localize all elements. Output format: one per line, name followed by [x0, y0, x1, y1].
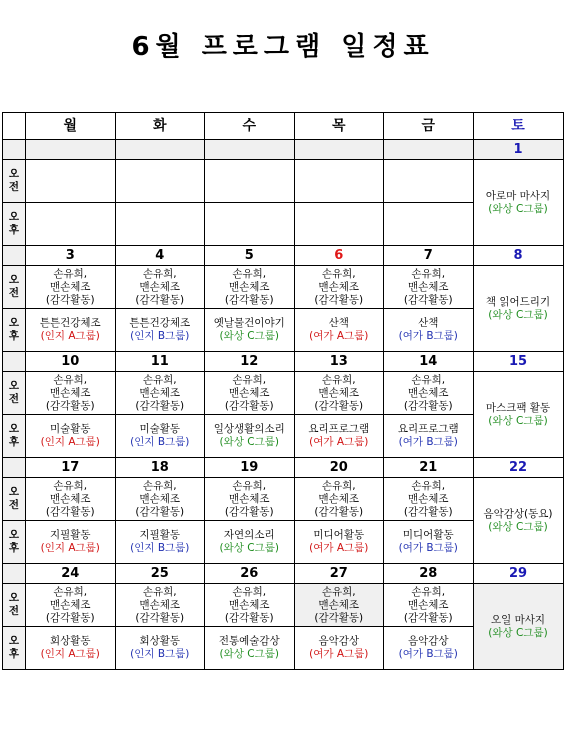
activity-line: 옛날물건이야기 [213, 317, 285, 329]
am-label-char: 전 [8, 181, 20, 193]
date-cell: 26 [205, 564, 295, 584]
date-cell [205, 140, 295, 160]
activity-line: 일상생활의소리 [213, 423, 285, 435]
activity-line: (여가 B그룹) [398, 330, 458, 342]
date-cell: 12 [205, 352, 295, 372]
am-label-char: 전 [8, 287, 20, 299]
activity-line: (감각활동) [224, 399, 274, 412]
date-cell: 17 [26, 458, 116, 478]
activity-line: 지필활동 [139, 529, 181, 541]
date-cell: 29 [473, 564, 563, 584]
date-cell: 27 [294, 564, 384, 584]
weekday-thu: 목 [294, 113, 384, 140]
am-label-char: 오 [8, 380, 20, 392]
activity-line: 맨손체조 [407, 598, 449, 611]
date-row [3, 352, 564, 372]
date-row [3, 564, 564, 584]
activity-cell [294, 415, 384, 458]
activity-line: (인지 A그룹) [40, 330, 100, 342]
activity-line: (여가 B그룹) [398, 542, 458, 554]
activity-line: 맨손체조 [139, 386, 181, 399]
date-cell: 1 [473, 140, 563, 160]
activity-line: 미술활동 [139, 423, 181, 435]
weekday-sat: 토 [473, 113, 563, 140]
am-label-char: 오 [8, 592, 20, 604]
activity-line: 맨손체조 [318, 280, 360, 293]
activity-line: 손유희, [321, 373, 356, 386]
saturday-activity-line: 마스크팩 활동 [485, 401, 551, 414]
date-cell: 11 [115, 352, 205, 372]
am-row [3, 372, 564, 415]
activity-cell [384, 478, 474, 521]
activity-line: 맨손체조 [228, 280, 270, 293]
activity-cell [384, 160, 474, 203]
date-cell: 7 [384, 246, 474, 266]
activity-cell [205, 521, 295, 564]
am-row [3, 584, 564, 627]
pm-label [3, 627, 26, 670]
activity-line: (여가 A그룹) [309, 436, 369, 448]
activity-line: (감각활동) [403, 293, 453, 306]
activity-line: 맨손체조 [139, 280, 181, 293]
am-label-char: 오 [8, 274, 20, 286]
activity-line: 맨손체조 [407, 386, 449, 399]
activity-line: (감각활동) [314, 399, 364, 412]
activity-cell [384, 309, 474, 352]
activity-line: 음악감상 [407, 635, 449, 647]
activity-line: 맨손체조 [49, 280, 91, 293]
date-cell: 19 [205, 458, 295, 478]
activity-cell [115, 478, 205, 521]
activity-line: (여가 B그룹) [398, 436, 458, 448]
saturday-activity-cell [473, 266, 563, 352]
saturday-activity-line: (와상 C그룹) [488, 308, 548, 321]
activity-line: 손유희, [53, 373, 88, 386]
activity-cell [205, 478, 295, 521]
date-cell: 21 [384, 458, 474, 478]
activity-line: 손유희, [411, 585, 446, 598]
am-row [3, 478, 564, 521]
activity-line: 손유희, [53, 585, 88, 598]
activity-cell [115, 203, 205, 246]
date-cell: 18 [115, 458, 205, 478]
activity-cell [26, 203, 116, 246]
pm-label [3, 415, 26, 458]
activity-line: 맨손체조 [49, 386, 91, 399]
activity-cell [205, 627, 295, 670]
activity-line: (여가 A그룹) [309, 330, 369, 342]
weekday-header-row [3, 113, 564, 140]
date-row-corner [3, 564, 26, 584]
activity-cell [384, 415, 474, 458]
date-cell: 5 [205, 246, 295, 266]
weekday-fri: 금 [384, 113, 474, 140]
am-label [3, 478, 26, 521]
activity-line: 맨손체조 [407, 280, 449, 293]
date-row [3, 140, 564, 160]
activity-cell [294, 584, 384, 627]
activity-line: 미디어활동 [402, 529, 454, 541]
activity-line: (여가 A그룹) [309, 648, 369, 660]
activity-line: 맨손체조 [139, 492, 181, 505]
activity-line: (인지 A그룹) [40, 436, 100, 448]
date-cell [294, 140, 384, 160]
date-cell: 28 [384, 564, 474, 584]
activity-line: 음악감상 [318, 635, 360, 647]
date-cell: 4 [115, 246, 205, 266]
activity-cell [384, 627, 474, 670]
date-row [3, 458, 564, 478]
activity-line: (와상 C그룹) [219, 330, 279, 342]
saturday-activity-cell [473, 372, 563, 458]
activity-cell [26, 584, 116, 627]
activity-line: 손유희, [142, 267, 177, 280]
pm-label [3, 521, 26, 564]
activity-line: 요리프로그램 [397, 423, 459, 435]
activity-cell [26, 627, 116, 670]
activity-line: (인지 B그룹) [130, 436, 190, 448]
date-cell: 22 [473, 458, 563, 478]
schedule-table [2, 112, 564, 670]
activity-cell [294, 478, 384, 521]
activity-line: 손유희, [232, 373, 267, 386]
activity-cell [115, 372, 205, 415]
date-cell: 15 [473, 352, 563, 372]
pm-label-char: 오 [8, 317, 20, 329]
activity-line: (와상 C그룹) [219, 436, 279, 448]
activity-line: 손유희, [142, 479, 177, 492]
activity-cell [384, 584, 474, 627]
activity-line: (감각활동) [403, 505, 453, 518]
saturday-activity-line: 오일 마사지 [490, 613, 546, 626]
saturday-activity-line: (와상 C그룹) [488, 202, 548, 215]
activity-cell [205, 584, 295, 627]
activity-line: (감각활동) [45, 399, 95, 412]
activity-line: 산책 [328, 317, 349, 329]
activity-line: (감각활동) [135, 293, 185, 306]
activity-line: (감각활동) [45, 611, 95, 624]
activity-cell [115, 584, 205, 627]
activity-line: 손유희, [321, 585, 356, 598]
activity-cell [205, 309, 295, 352]
activity-cell [115, 160, 205, 203]
date-cell: 24 [26, 564, 116, 584]
am-label-char: 오 [8, 168, 20, 180]
activity-line: (감각활동) [314, 505, 364, 518]
activity-cell [294, 521, 384, 564]
activity-line: 산책 [418, 317, 439, 329]
activity-line: 전통예술감상 [218, 635, 280, 647]
activity-line: 요리프로그램 [308, 423, 370, 435]
date-cell: 13 [294, 352, 384, 372]
activity-cell [384, 521, 474, 564]
activity-cell [115, 309, 205, 352]
activity-cell [115, 266, 205, 309]
activity-line: 맨손체조 [228, 492, 270, 505]
activity-line: 튼튼건강체조 [129, 317, 191, 329]
activity-cell [205, 266, 295, 309]
activity-line: 손유희, [411, 479, 446, 492]
activity-line: 손유희, [142, 585, 177, 598]
activity-cell [294, 309, 384, 352]
activity-line: (감각활동) [314, 293, 364, 306]
weekday-wed: 수 [205, 113, 295, 140]
date-cell [115, 140, 205, 160]
activity-line: (감각활동) [135, 399, 185, 412]
pm-label-char: 오 [8, 211, 20, 223]
activity-cell [26, 372, 116, 415]
am-label [3, 160, 26, 203]
activity-line: (감각활동) [135, 611, 185, 624]
activity-line: 회상활동 [139, 635, 181, 647]
saturday-activity-line: 아로마 마사지 [485, 189, 551, 202]
saturday-activity-line: 책 읽어드리기 [485, 295, 551, 308]
am-label-char: 전 [8, 605, 20, 617]
activity-cell [115, 415, 205, 458]
activity-line: 맨손체조 [318, 598, 360, 611]
activity-cell [205, 415, 295, 458]
activity-cell [294, 203, 384, 246]
activity-line: (감각활동) [224, 611, 274, 624]
activity-line: 맨손체조 [49, 598, 91, 611]
activity-line: 손유희, [232, 479, 267, 492]
activity-line: (인지 B그룹) [130, 542, 190, 554]
saturday-activity-cell [473, 478, 563, 564]
activity-cell [26, 478, 116, 521]
date-cell: 10 [26, 352, 116, 372]
date-row-corner [3, 140, 26, 160]
activity-line: (감각활동) [403, 399, 453, 412]
activity-cell [115, 627, 205, 670]
activity-cell [384, 203, 474, 246]
saturday-activity-cell [473, 584, 563, 670]
activity-line: 맨손체조 [407, 492, 449, 505]
activity-line: 손유희, [142, 373, 177, 386]
am-row [3, 266, 564, 309]
activity-cell [205, 372, 295, 415]
date-row-corner [3, 352, 26, 372]
activity-line: (감각활동) [224, 505, 274, 518]
activity-line: 손유희, [321, 479, 356, 492]
activity-line: 손유희, [232, 267, 267, 280]
activity-line: 손유희, [53, 267, 88, 280]
activity-line: (인지 B그룹) [130, 330, 190, 342]
activity-cell [26, 160, 116, 203]
activity-line: 손유희, [53, 479, 88, 492]
activity-line: 손유희, [321, 267, 356, 280]
pm-label-char: 오 [8, 423, 20, 435]
pm-label-char: 후 [8, 436, 20, 448]
activity-line: (감각활동) [224, 293, 274, 306]
date-cell [26, 140, 116, 160]
am-row [3, 160, 564, 203]
activity-line: 튼튼건강체조 [39, 317, 101, 329]
activity-line: (감각활동) [403, 611, 453, 624]
saturday-activity-line: (와상 C그룹) [488, 414, 548, 427]
pm-label-char: 후 [8, 648, 20, 660]
activity-cell [26, 415, 116, 458]
activity-cell [26, 266, 116, 309]
activity-line: 자연의소리 [223, 529, 275, 541]
activity-line: (여가 A그룹) [309, 542, 369, 554]
weekday-mon: 월 [26, 113, 116, 140]
activity-line: 맨손체조 [139, 598, 181, 611]
date-cell: 3 [26, 246, 116, 266]
saturday-activity-cell [473, 160, 563, 246]
saturday-activity-line: (와상 C그룹) [488, 520, 548, 533]
pm-label-char: 후 [8, 330, 20, 342]
activity-line: 미술활동 [49, 423, 91, 435]
activity-line: 맨손체조 [228, 598, 270, 611]
date-cell: 25 [115, 564, 205, 584]
pm-label-char: 후 [8, 542, 20, 554]
activity-cell [384, 266, 474, 309]
saturday-activity-line: 음악감상(동요) [483, 507, 553, 520]
pm-label [3, 203, 26, 246]
date-cell [384, 140, 474, 160]
activity-cell [205, 160, 295, 203]
activity-cell [384, 372, 474, 415]
activity-line: (인지 B그룹) [130, 648, 190, 660]
pm-label-char: 오 [8, 635, 20, 647]
date-cell: 6 [294, 246, 384, 266]
activity-cell [26, 521, 116, 564]
date-row [3, 246, 564, 266]
activity-line: 손유희, [232, 585, 267, 598]
saturday-activity-line: (와상 C그룹) [488, 626, 548, 639]
activity-line: 맨손체조 [228, 386, 270, 399]
am-label-char: 전 [8, 499, 20, 511]
activity-line: 미디어활동 [313, 529, 365, 541]
pm-label-char: 오 [8, 529, 20, 541]
am-label-char: 오 [8, 486, 20, 498]
activity-cell [294, 266, 384, 309]
date-cell: 8 [473, 246, 563, 266]
activity-line: (와상 C그룹) [219, 648, 279, 660]
activity-line: 맨손체조 [318, 386, 360, 399]
activity-cell [294, 372, 384, 415]
date-cell: 20 [294, 458, 384, 478]
activity-line: (감각활동) [45, 293, 95, 306]
activity-line: (감각활동) [135, 505, 185, 518]
weekday-tue: 화 [115, 113, 205, 140]
activity-line: (인지 A그룹) [40, 648, 100, 660]
activity-line: 손유희, [411, 373, 446, 386]
activity-line: (감각활동) [314, 611, 364, 624]
activity-line: 맨손체조 [318, 492, 360, 505]
activity-line: 맨손체조 [49, 492, 91, 505]
activity-line: (감각활동) [45, 505, 95, 518]
date-row-corner [3, 458, 26, 478]
activity-line: (인지 A그룹) [40, 542, 100, 554]
page-title: 6월 프로그램 일정표 [131, 32, 435, 62]
header-corner [3, 113, 26, 140]
am-label [3, 266, 26, 309]
am-label [3, 372, 26, 415]
activity-line: 지필활동 [49, 529, 91, 541]
activity-cell [294, 627, 384, 670]
activity-line: (와상 C그룹) [219, 542, 279, 554]
date-cell: 14 [384, 352, 474, 372]
am-label [3, 584, 26, 627]
activity-cell [294, 160, 384, 203]
activity-line: 회상활동 [49, 635, 91, 647]
activity-cell [26, 309, 116, 352]
activity-cell [115, 521, 205, 564]
activity-line: 손유희, [411, 267, 446, 280]
activity-cell [205, 203, 295, 246]
am-label-char: 전 [8, 393, 20, 405]
pm-label [3, 309, 26, 352]
pm-label-char: 후 [8, 224, 20, 236]
activity-line: (여가 B그룹) [398, 648, 458, 660]
date-row-corner [3, 246, 26, 266]
